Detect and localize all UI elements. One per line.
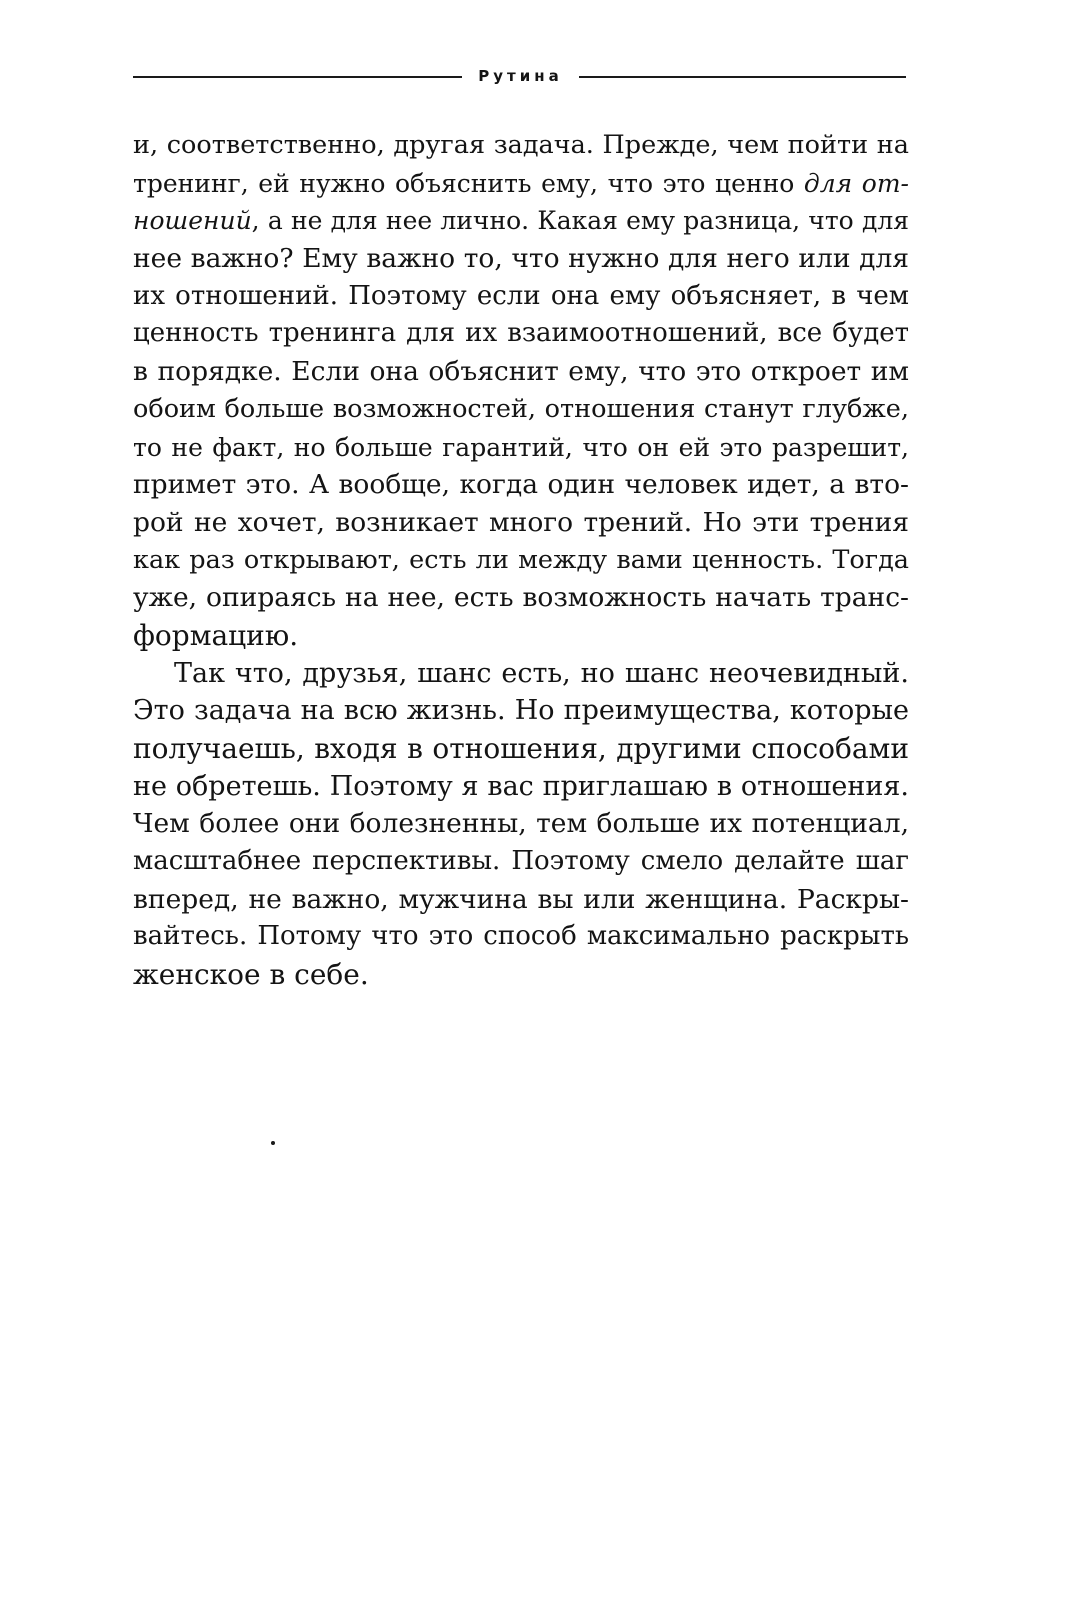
stray-dot [271,1141,275,1145]
header-rule-left [133,76,462,78]
text-line: как раз открывают, есть ли между вами ценность. Тогда [133,544,909,575]
italic-phrase: для от- [803,168,909,198]
text-fragment: , а не для нее лично. Какая ему разница, что для [251,206,909,236]
text-fragment: тренинг, ей нужно объяснить ему, что это ценно [133,168,804,198]
text-line: получаешь, входя в отношения, другими способами [133,732,909,765]
text-line: Чем более они болезненны, тем больше их потенциал, [133,808,909,840]
text-line: ценность тренинга для их взаимоотношений, все будет [133,318,909,349]
text-line [133,165,909,203]
text-line: Это задача на всю жизнь. Но преимущества, которые [133,695,909,727]
italic-phrase: ношений [133,206,252,236]
text-line: вперед, не важно, мужчина вы или женщина. Раскры- [133,883,909,915]
text-line: нее важно? Ему важно то, что нужно для него или для [133,243,909,275]
text-line: их отношений. Поэтому если она ему объясняет, в чем [133,280,909,311]
running-header-title: Рутина [478,67,563,85]
text-line [133,202,909,240]
paragraph-1 [133,127,909,655]
running-header [133,62,906,90]
text-line: в порядке. Если она объяснит ему, что это откроет им [133,356,909,388]
page-body [133,127,909,994]
text-line: то не факт, но больше гарантий, что он ей это разрешит, [133,432,909,462]
text-line: формацию. [133,618,299,652]
text-line: не обретешь. Поэтому я вас приглашаю в отношения. [133,770,909,802]
text-line: масштабнее перспективы. Поэтому смело делайте шаг [133,846,909,877]
text-line: женское в себе. [133,958,369,992]
text-line: уже, опираясь на нее, есть возможность начать транс- [133,582,909,614]
text-line: рой не хочет, возникает много трений. Но эти трения [133,506,909,538]
text-line: и, соответственно, другая задача. Прежде, чем пойти на [133,130,909,160]
paragraph-2 [133,655,909,994]
text-line: примет это. А вообще, когда один человек идет, а вто- [133,469,909,501]
text-line: вайтесь. Потому что это способ максимально раскрыть [133,921,909,952]
header-rule-right [579,76,906,78]
text-line: обоим больше возможностей, отношения станут глубже, [133,393,909,424]
text-line: Так что, друзья, шанс есть, но шанс неочевидный. [174,657,909,689]
